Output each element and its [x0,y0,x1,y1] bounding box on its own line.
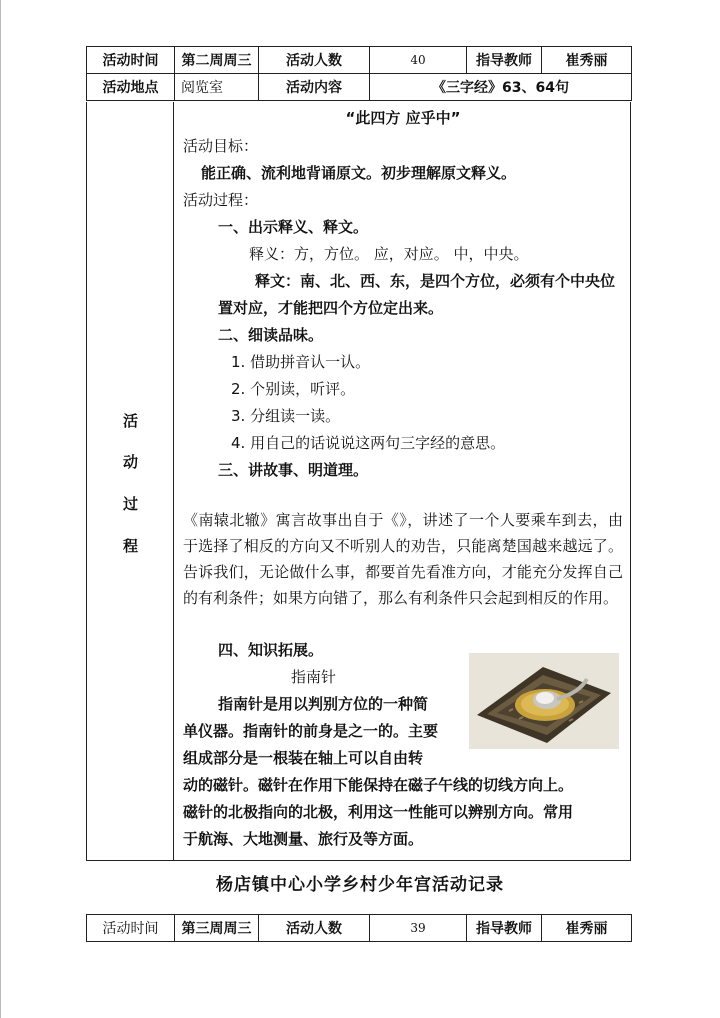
info-row-1 [87,915,632,942]
section-2-item: 2. 个别读，听评。 [231,380,356,398]
compass-text-line: 动的磁针。磁针在作用下能保持在磁子午线的切线方向上。 [183,776,574,794]
teacher-value: 崔秀丽 [542,915,632,942]
record-title: 杨店镇中心小学乡村少年宫活动记录 [216,875,504,895]
goal-text: 能正确、流利地背诵原文。初步理解原文释义。 [201,164,517,182]
section-1-meaning: 释义：方，方位。 应，对应。 中，中央。 [249,245,529,263]
activity-info-table-next [86,914,632,942]
page-edge [0,0,1,1018]
teacher-label: 指导教师 [467,47,542,74]
compass-icon [469,653,619,749]
content-label: 活动内容 [259,74,370,101]
section-2-item: 4. 用自己的话说说这两句三字经的意思。 [231,434,506,452]
time-value: 第二周周三 [175,47,259,74]
section-2-item: 1. 借助拼音认一认。 [231,353,371,371]
time-value: 第三周周三 [175,915,259,942]
process-label-char: 动 [122,453,138,471]
section-1-text-line: 置对应，才能把四个方位定出来。 [218,299,444,317]
time-label: 活动时间 [87,915,175,942]
compass-text-line: 组成部分是一根装在轴上可以自由转 [183,749,424,767]
process-label-column [87,102,174,860]
compass-text-line: 磁针的北极指向的北极，利用这一性能可以辨别方向。常用 [183,803,574,821]
compass-text-line: 单仪器。指南针的前身是之一的。主要 [183,722,439,740]
content-value: 《三字经》63、64句 [370,74,632,101]
goal-heading: 活动目标： [183,137,259,155]
place-value: 阅览室 [175,74,259,101]
section-4-heading: 四、知识拓展。 [218,641,324,659]
compass-title: 指南针 [291,668,337,686]
count-label: 活动人数 [259,47,370,74]
lesson-title: “此四方 应乎中” [345,109,461,127]
count-value: 40 [370,47,467,74]
count-value: 39 [370,915,467,942]
section-3-heading: 三、讲故事、明道理。 [218,461,369,479]
place-label: 活动地点 [87,74,175,101]
teacher-value: 崔秀丽 [542,47,632,74]
teacher-label: 指导教师 [467,915,542,942]
section-1-heading: 一、出示释义、释文。 [218,218,369,236]
info-row-1 [87,47,632,74]
activity-process-section [86,102,631,861]
process-label-char: 活 [122,412,138,430]
story-paragraph: 《南辕北辙》寓言故事出自于《》，讲述了一个人要乘车到去，由于选择了相反的方向又不听别人的劝告，只能离楚国越来越远了。告诉我们，无论做什么事，都要首先看准方向，才能充分发挥自己的有利条件；如果方向错了，那么有利条件只会起到相反的作用。 [183,511,623,607]
compass-text-line: 指南针是用以判别方位的一种简 [218,695,429,713]
activity-info-table [86,46,632,101]
compass-image [469,653,619,749]
section-2-heading: 二、细读品味。 [218,326,324,344]
process-heading: 活动过程： [183,191,259,209]
count-label: 活动人数 [259,915,370,942]
process-label-char: 程 [122,537,138,555]
time-label: 活动时间 [87,47,175,74]
process-label-char: 过 [122,495,138,513]
info-row-2 [87,74,632,101]
section-2-item: 3. 分组读一读。 [231,407,341,425]
compass-text-line: 于航海、大地测量、旅行及等方面。 [183,830,424,848]
section-1-text-line: 释文：南、北、西、东，是四个方位，必须有个中央位 [255,272,616,290]
